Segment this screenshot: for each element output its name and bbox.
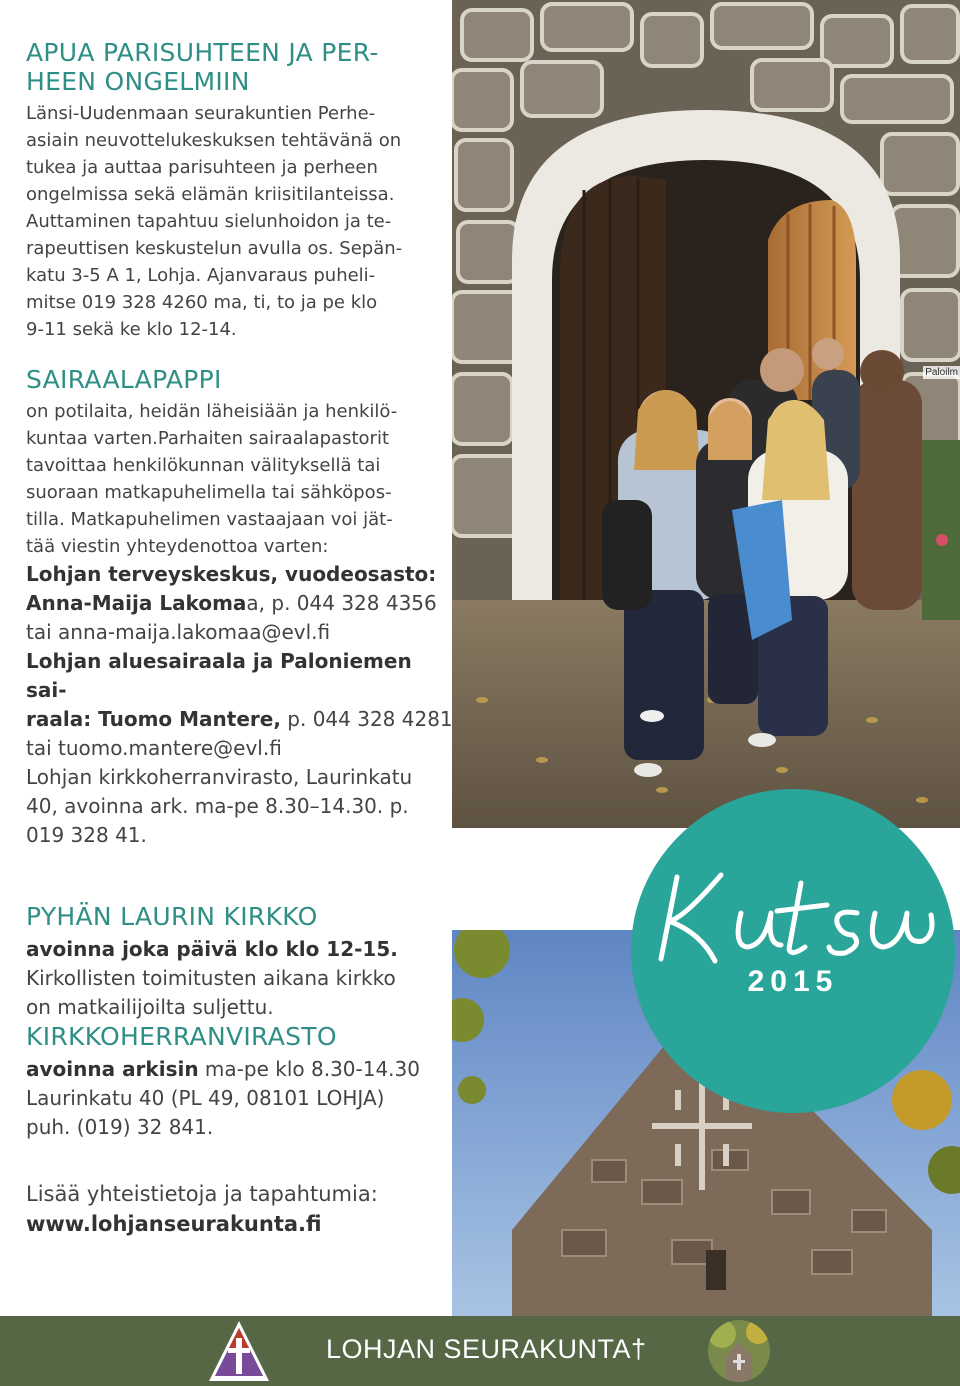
virasto-hours-label: avoinna arkisin bbox=[26, 1057, 199, 1081]
virasto-body bbox=[26, 1055, 456, 1142]
apua-line: rapeuttisen keskustelun avulla os. Sepän- bbox=[26, 238, 403, 259]
badge-year: 2015 bbox=[747, 965, 839, 998]
church-door-photo bbox=[452, 0, 960, 828]
sairaalapappi-line: suoraan matkapuhelimella tai sähköpos- bbox=[26, 482, 392, 503]
contact-phone: p. 044 328 4281 bbox=[280, 707, 453, 731]
photo-sign-text: Paloilm bbox=[925, 367, 958, 378]
virasto-hours: ma-pe klo 8.30-14.30 bbox=[198, 1057, 420, 1081]
kirkko-line: Kirkollisten toimitusten aikana kirkko bbox=[26, 966, 396, 990]
footer-title: LOHJAN SEURAKUNTA† bbox=[326, 1334, 647, 1364]
office-line: 019 328 41. bbox=[26, 823, 147, 847]
office-line: 40, avoinna ark. ma-pe 8.30–14.30. p. bbox=[26, 794, 409, 818]
contact-phone: a, p. 044 328 4356 bbox=[246, 591, 437, 615]
virasto-address: Laurinkatu 40 (PL 49, 08101 LOHJA) bbox=[26, 1086, 385, 1110]
contact-place: Lohjan terveyskeskus, vuodeosasto: bbox=[26, 562, 437, 586]
apua-line: 9-11 sekä ke klo 12-14. bbox=[26, 319, 237, 340]
office-line: Lohjan kirkkoherranvirasto, Laurinkatu bbox=[26, 765, 413, 789]
sairaalapappi-line: on potilaita, heidän läheisiään ja henkilö- bbox=[26, 401, 398, 422]
website-link[interactable]: www.lohjanseurakunta.fi bbox=[26, 1212, 322, 1236]
contact-name: raala: Tuomo Mantere, bbox=[26, 707, 281, 731]
contact-aluesairaala bbox=[26, 647, 456, 763]
apua-line: mitse 019 328 4260 ma, ti, to ja pe klo bbox=[26, 292, 378, 313]
apua-body bbox=[26, 100, 456, 343]
apua-line: ongelmissa sekä elämän kriisitilanteissa. bbox=[26, 184, 395, 205]
virasto-phone: puh. (019) 32 841. bbox=[26, 1115, 214, 1139]
apua-heading-line1: APUA PARISUHTEEN JA PER- bbox=[26, 38, 379, 67]
apua-line: Länsi-Uudenmaan seurakuntien Perhe- bbox=[26, 103, 376, 124]
church-emblem-icon bbox=[708, 1320, 770, 1382]
apua-line: katu 3-5 A 1, Lohja. Ajanvaraus puheli- bbox=[26, 265, 376, 286]
text-column bbox=[26, 38, 456, 1239]
sairaalapappi-line: kuntaa varten.Parhaiten sairaalapastorit bbox=[26, 428, 389, 449]
contact-email[interactable]: tai anna-maija.lakomaa@evl.fi bbox=[26, 620, 331, 644]
sairaalapappi-body bbox=[26, 398, 456, 560]
sairaalapappi-line: tää viestin yhteydenottoa varten: bbox=[26, 536, 329, 557]
kirkko-line: on matkailijoilta suljettu. bbox=[26, 995, 274, 1019]
kutsu-badge bbox=[631, 789, 955, 1113]
kirkko-heading: PYHÄN LAURIN KIRKKO bbox=[26, 902, 318, 931]
sairaalapappi-line: tavoittaa henkilökunnan välityksellä tai bbox=[26, 455, 381, 476]
sairaalapappi-line: tilla. Matkapuhelimen vastaajaan voi jät- bbox=[26, 509, 393, 530]
contact-email[interactable]: tai tuomo.mantere@evl.fi bbox=[26, 736, 282, 760]
kirkko-body bbox=[26, 935, 456, 1022]
kutsu-script-logo bbox=[631, 849, 955, 979]
contact-place: Lohjan aluesairaala ja Paloniemen sai- bbox=[26, 649, 412, 702]
apua-line: Auttaminen tapahtuu sielunhoidon ja te- bbox=[26, 211, 392, 232]
virasto-heading: KIRKKOHERRANVIRASTO bbox=[26, 1022, 337, 1051]
contact-terveyskeskus bbox=[26, 560, 456, 647]
parish-logo-icon bbox=[206, 1318, 272, 1384]
more-info bbox=[26, 1180, 456, 1239]
kirkko-hours: avoinna joka päivä klo klo 12-15. bbox=[26, 937, 398, 961]
more-info-text: Lisää yhteistietoja ja tapahtumia: bbox=[26, 1182, 378, 1206]
contact-name: Anna-Maija Lakoma bbox=[26, 591, 247, 615]
office-info bbox=[26, 763, 456, 850]
apua-line: tukea ja auttaa parisuhteen ja perheen bbox=[26, 157, 378, 178]
apua-line: asiain neuvottelukeskuksen tehtävänä on bbox=[26, 130, 402, 151]
apua-heading bbox=[26, 38, 456, 96]
footer-bar bbox=[0, 1316, 960, 1386]
apua-heading-line2: HEEN ONGELMIIN bbox=[26, 67, 250, 96]
sairaalapappi-heading: SAIRAALAPAPPI bbox=[26, 365, 222, 394]
